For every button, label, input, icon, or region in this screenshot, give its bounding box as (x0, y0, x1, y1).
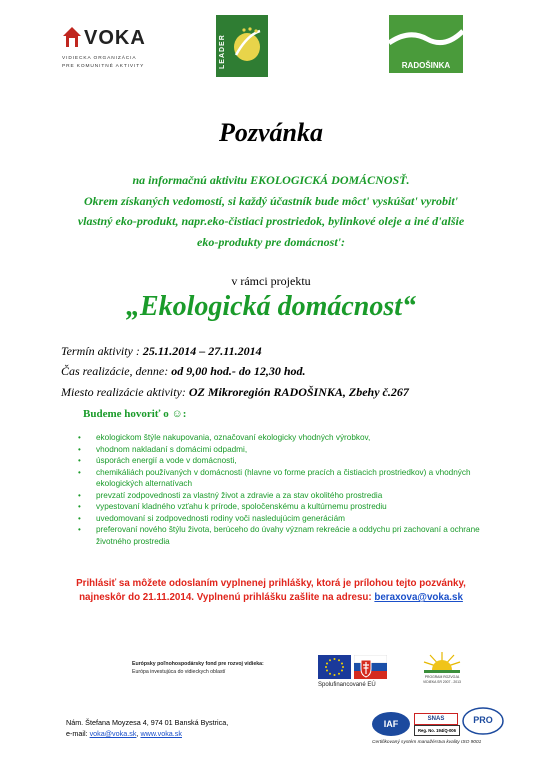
voka-name: VOKA (84, 27, 146, 49)
registration-line2 (40, 591, 502, 605)
rural-development-program-logo (420, 650, 464, 690)
intro-line: vlastný eko-produkt, napr.eko-čistiaci prostriedok, bylinkové oleje a iné d'alšie (77, 214, 465, 228)
topic-text: vypestovaní kladného vzťahu k prírode, spoločenskému a kultúrnemu prostrediu (96, 502, 387, 511)
cas-value: od 9,00 hod.- do 12,30 hod. (171, 364, 306, 378)
email-label: e-mail: (66, 729, 90, 738)
topic-list-item (78, 490, 498, 502)
bullet-icon: • (78, 490, 81, 500)
efrd-block (132, 660, 264, 676)
topics-list (78, 432, 498, 547)
snas-logo (414, 713, 456, 735)
topic-list-item (78, 432, 498, 444)
bullet-icon: • (78, 467, 81, 477)
miesto-label: Miesto realizácie aktivity: (61, 385, 189, 399)
topic-list-item (78, 455, 498, 467)
project-intro: v rámci projektu (231, 274, 311, 288)
eu-stars-icon (318, 655, 351, 679)
topic-text: úsporách energií a vode v domácnosti, (96, 456, 237, 465)
topic-text: preferovaní nového štýlu života, berúceho do úvahy význam rekreácie a oddychu pri zachovaní a ochrane životného prostredia (96, 525, 480, 546)
intro-line: Okrem získaných vedomostí, si každý účastník bude môct' vyskúšat' vyrobit' (84, 193, 458, 208)
registration-email-link[interactable]: beraxova@voka.sk (374, 592, 463, 603)
registration-notice (40, 577, 502, 605)
topic-list-item (78, 501, 498, 513)
efrd-title: Európsky poľnohospodársky fond pre rozvoj vidieka: (132, 661, 264, 667)
topic-list-item (78, 513, 498, 525)
pro-label: PRO (473, 715, 493, 725)
bullet-icon: • (78, 456, 81, 465)
voka-subtitle (62, 55, 154, 71)
voka-subtitle-line2: PRE KOMUNITNÉ AKTIVITY (62, 64, 145, 69)
slovak-flag-icon (354, 655, 387, 679)
snas-label: SNAS (414, 713, 458, 725)
topic-text: prevzatí zodpovednosti za vlastný život a zdravie a za stav okolitého prostredia (96, 490, 383, 500)
radosinka-logo (389, 15, 463, 73)
contact-separator: , (136, 729, 141, 738)
bullet-icon: • (78, 433, 81, 442)
registration-line2-text: najneskôr do 21.11.2014. Vyplnenú prihlášku zašlite na adresu: (79, 592, 375, 603)
intro-line: na informačnú aktivitu EKOLOGICKÁ DOMÁCNOSŤ. (132, 173, 410, 187)
snas-reg-number: Reg. No. 194/Q-006 (414, 725, 460, 736)
rural-program-label: PROGRAM ROZVOJA VIDIEKA SR 2007 - 2013 (423, 675, 461, 684)
address-line: Nám. Štefana Moyzesa 4, 974 01 Banská Bystrica, (66, 718, 229, 727)
leader-logo (216, 15, 268, 77)
termin-line (61, 344, 262, 359)
bullet-icon: • (78, 525, 81, 534)
contact-email-link[interactable]: voka@voka.sk (89, 729, 137, 738)
intro-line: eko-produkty pre domácnost': (197, 234, 345, 249)
page-title: Pozvánka (219, 118, 323, 147)
miesto-value: OZ Mikroregión RADOŠINKA, Zbehy č.267 (188, 385, 409, 399)
radosinka-river-icon (389, 15, 463, 59)
bullet-icon: • (78, 502, 81, 511)
termin-label: Termín aktivity : (61, 344, 143, 358)
voka-logo (62, 22, 152, 82)
intro-text (40, 170, 502, 252)
iso-certification-text: Certifikovaný systém manažérstva kvality ISO 9001 (372, 740, 482, 745)
termin-value: 25.11.2014 – 27.11.2014 (142, 344, 262, 358)
topic-list-item (78, 444, 498, 456)
voka-subtitle-line1: VIDIECKA ORGANIZÁCIA (62, 56, 137, 61)
topic-text: vhodnom nakladaní s domácimi odpadmi, (96, 444, 248, 454)
iaf-logo: IAF (372, 712, 410, 736)
topic-list-item (78, 524, 498, 547)
efrd-subtitle: Európa investujúca do vidieckych oblastí (132, 669, 226, 675)
topics-heading: Budeme hovoriť o ☺: (83, 408, 187, 420)
topic-text: uvedomovaní si zodpovednosti rodiny voči nasledujúcim generáciám (96, 513, 345, 523)
cofinanced-label: Spolufinancované EÚ (318, 682, 376, 688)
project-name: „Ekologická domácnost“ (125, 291, 417, 322)
cas-label: Čas realizácie, denne: (61, 364, 172, 378)
contact-address (66, 717, 228, 739)
miesto-line (61, 385, 409, 400)
pro-cert-logo (460, 706, 506, 736)
contact-line (66, 728, 228, 739)
bullet-icon: • (78, 513, 81, 523)
slovak-flag-graphic (354, 655, 387, 679)
eu-flag-icon (318, 655, 351, 679)
registration-line1: Prihlásiť sa môžete odoslaním vyplnenej prihlášky, ktorá je prílohou tejto pozvánky, (76, 578, 466, 589)
voka-house-icon (62, 26, 82, 48)
website-link[interactable]: www.voka.sk (140, 729, 182, 738)
cas-line (61, 364, 306, 379)
topic-text: chemikáliách používaných v domácnosti (hlavne vo forme pracích a čistiacich prostriedkov) a vhodných ekologických alternatívach (96, 467, 471, 488)
topic-text: ekologickom štýle nakupovania, označovaní ekologicky vhodných výrobkov, (96, 433, 371, 442)
leader-label: LEADER (219, 34, 226, 69)
leader-emblem-icon (230, 25, 264, 65)
topic-list-item (78, 467, 498, 490)
sun-icon (420, 650, 464, 690)
bullet-icon: • (78, 444, 81, 454)
radosinka-label: RADOŠINKA (401, 61, 451, 70)
